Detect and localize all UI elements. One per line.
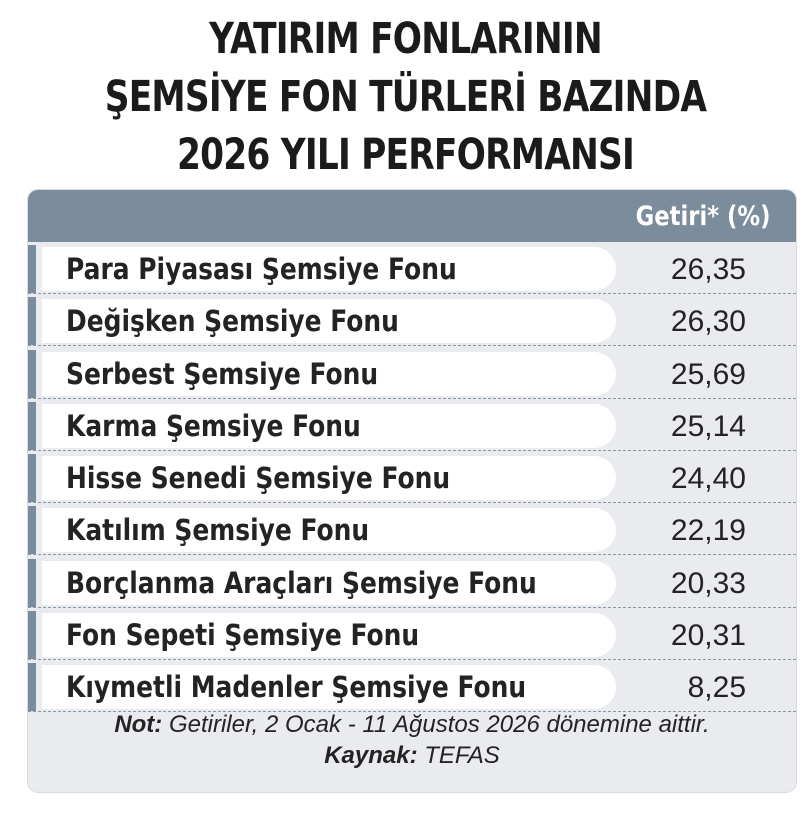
- fund-type-label: Borçlanma Araçları Şemsiye Fonu: [66, 565, 537, 600]
- source-line: [28, 742, 796, 770]
- table-row: [28, 297, 796, 346]
- table-row: [28, 611, 796, 660]
- performance-table: [28, 190, 796, 792]
- row-marker: [28, 559, 36, 607]
- title-line-3: 2026 YILI PERFORMANSI: [177, 130, 634, 180]
- fund-type-label: Hisse Senedi Şemsiye Fonu: [66, 461, 451, 496]
- row-marker: [28, 297, 36, 345]
- source-label: Kaynak:: [324, 742, 418, 769]
- footnote-text: Getiriler, 2 Ocak - 11 Ağustos 2026 dönemine aittir.: [168, 711, 710, 738]
- table-row: [28, 245, 796, 294]
- fund-type-label: Değişken Şemsiye Fonu: [66, 304, 399, 339]
- table-row: [28, 350, 796, 399]
- row-marker: [28, 454, 36, 502]
- table-row: [28, 506, 796, 555]
- return-value: 20,31: [670, 619, 746, 653]
- row-marker: [28, 350, 36, 398]
- return-value: 22,19: [670, 514, 746, 548]
- return-value: 25,14: [670, 409, 746, 443]
- table-body: [28, 245, 796, 716]
- table-header: [28, 190, 796, 242]
- row-marker: [28, 402, 36, 450]
- row-marker: [28, 663, 36, 711]
- fund-type-label: Kıymetli Madenler Şemsiye Fonu: [66, 670, 527, 705]
- return-value: 20,33: [670, 566, 746, 600]
- return-value: 25,69: [670, 357, 746, 391]
- fund-type-label: Para Piyasası Şemsiye Fonu: [66, 252, 457, 286]
- title-line-2: ŞEMSİYE FON TÜRLERİ BAZINDA: [104, 72, 707, 122]
- table-row: [28, 402, 796, 451]
- fund-type-label: Serbest Şemsiye Fonu: [66, 356, 379, 391]
- row-marker: [28, 245, 36, 293]
- title-line-1: YATIRIM FONLARININ: [209, 14, 602, 64]
- fund-type-label: Fon Sepeti Şemsiye Fonu: [66, 618, 420, 653]
- fund-type-label: Karma Şemsiye Fonu: [66, 408, 361, 443]
- page-title: [81, 10, 730, 184]
- fund-type-label: Katılım Şemsiye Fonu: [66, 513, 370, 548]
- return-value: 26,30: [670, 305, 746, 339]
- row-marker: [28, 506, 36, 554]
- row-marker: [28, 611, 36, 659]
- column-header-return: Getiri* (%): [635, 201, 770, 232]
- return-value: 26,35: [670, 253, 746, 286]
- footnote-label: Not:: [114, 711, 163, 738]
- return-value: 24,40: [670, 462, 746, 496]
- table-row: [28, 559, 796, 608]
- table-row: [28, 454, 796, 503]
- return-value: 8,25: [687, 671, 746, 705]
- table-row: [28, 663, 796, 712]
- footnote: [28, 710, 796, 740]
- source-text: TEFAS: [424, 742, 500, 769]
